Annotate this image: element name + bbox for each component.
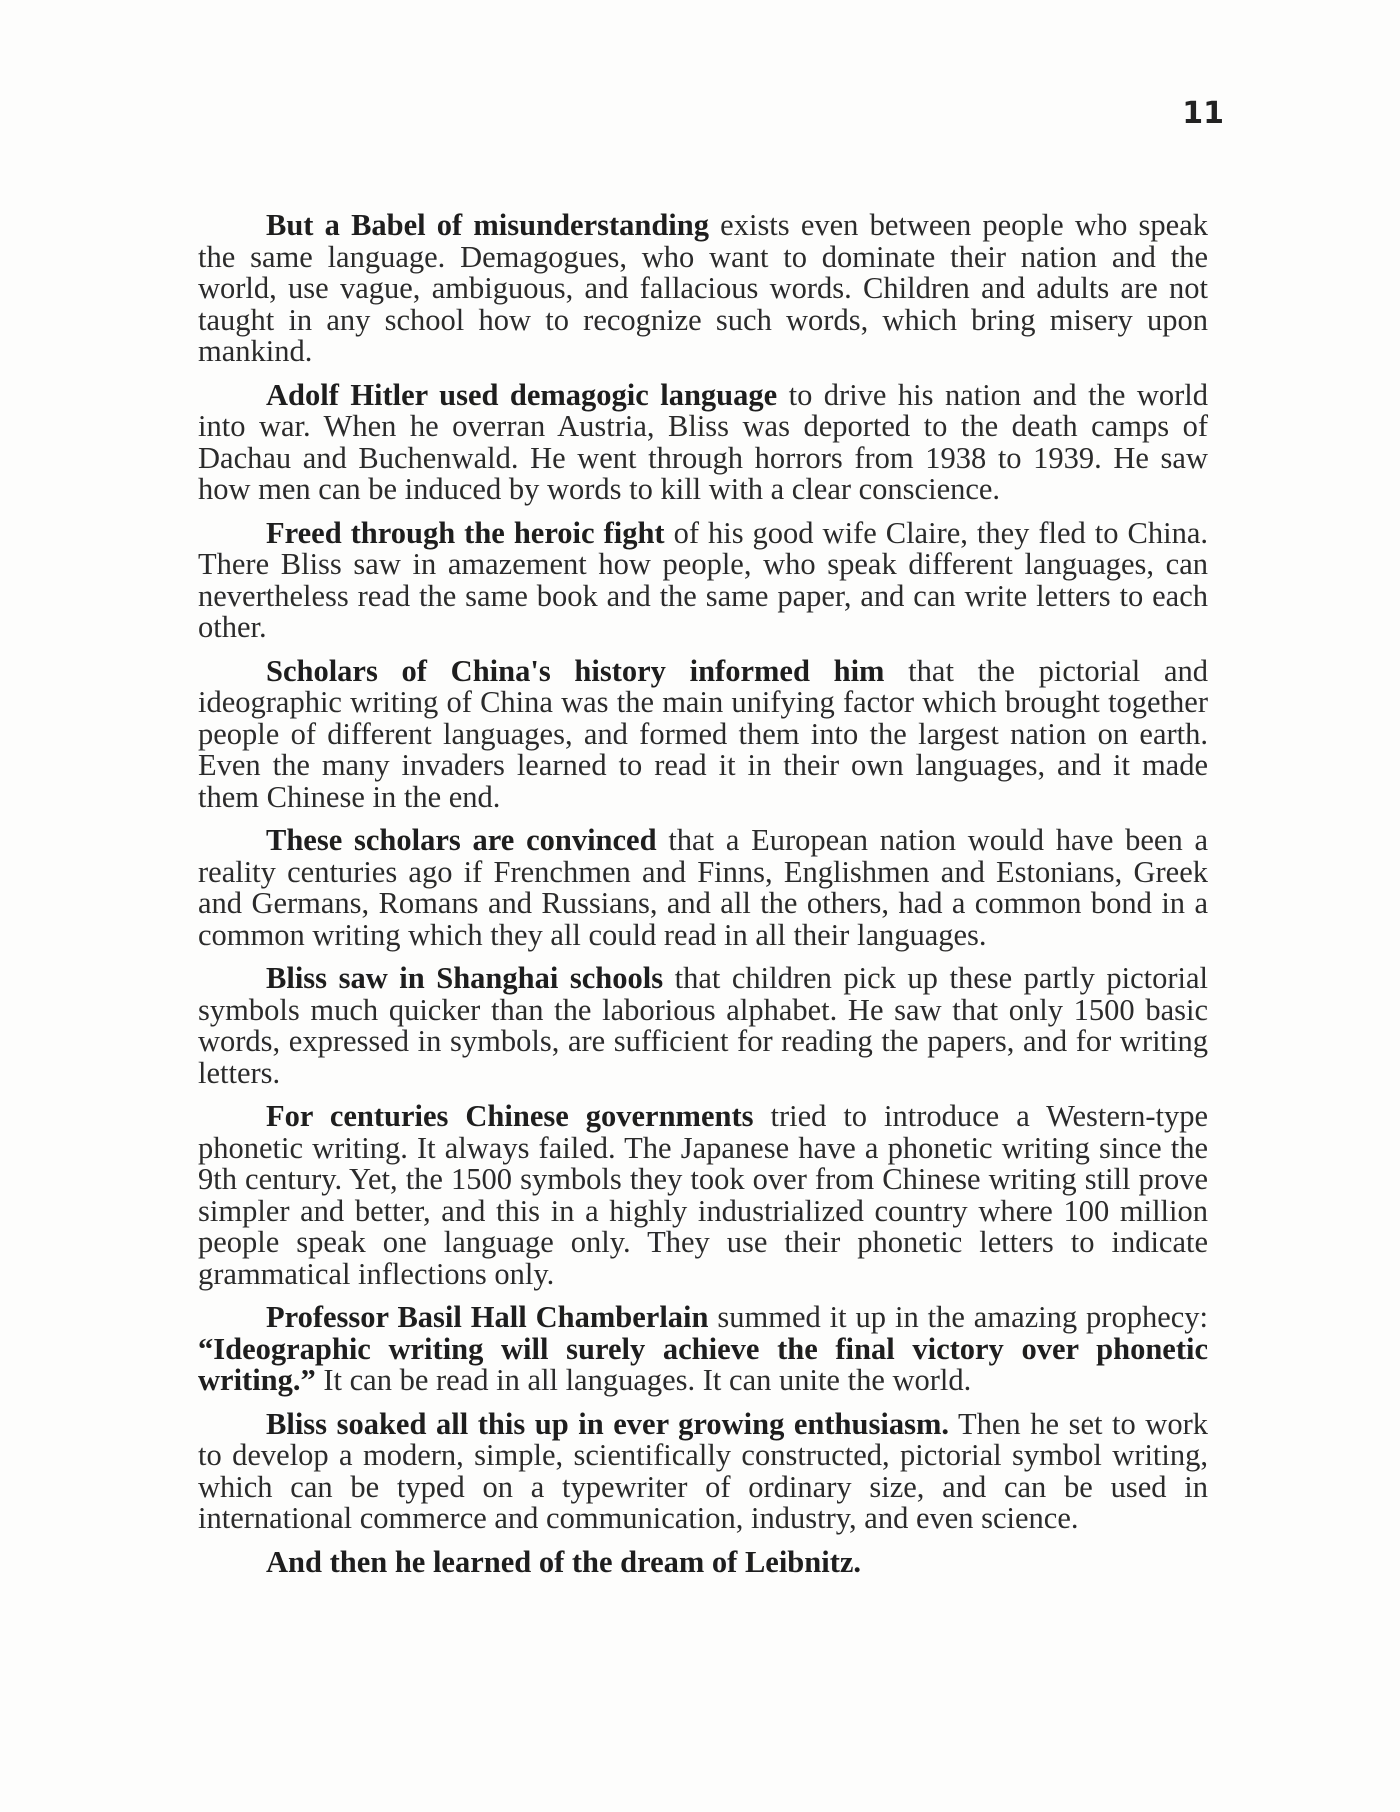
paragraph-convinced — [198, 825, 1208, 951]
paragraph-scholars — [198, 653, 1208, 814]
paragraph-leibnitz — [198, 1544, 1208, 1579]
paragraph-lead: Bliss soaked all this up in ever growing enthusiasm. — [266, 1406, 949, 1441]
paragraph-text: summed it up in the amazing prophecy: — [708, 1300, 1208, 1334]
paragraph-tail: It can be read in all languages. It can unite the world. — [315, 1363, 972, 1397]
paragraph-enthusiasm — [198, 1406, 1208, 1535]
paragraph-text: Then he set to work to develop a modern, simple, scientifically constructed, pictorial symbol writing, which can be typed on a typewriter of ordinary size, and can be used in international commerce and communication, industry, and even science. — [198, 1406, 1208, 1535]
body-text — [198, 210, 1208, 1590]
paragraph-lead: Freed through the heroic fight — [266, 515, 665, 550]
chamberlain-quote: “Ideographic writing will surely achieve the final victory over phonetic writing.” — [198, 1331, 1208, 1397]
paragraph-lead: Bliss saw in Shanghai schools — [266, 961, 664, 995]
paragraph-lead: These scholars are convinced — [266, 823, 657, 857]
paragraph-lead: For centuries Chinese governments — [266, 1099, 754, 1133]
paragraph-babel — [198, 210, 1208, 368]
page-number: 11 — [1182, 96, 1224, 131]
paragraph-text: to drive his nation and the world into war. When he overran Austria, Bliss was deported to the death camps of Dachau and Buchenwald. He went through horrors from 1938 to 1939. He saw how men can be induced by words to kill with a clear conscience. — [198, 377, 1208, 506]
paragraph-lead: Scholars of China's history informed him — [266, 653, 885, 688]
paragraph-text: that children pick up these partly pictorial symbols much quicker than the laborious alphabet. He saw that only 1500 basic words, expressed in symbols, are sufficient for reading the papers, and for writing letters. — [198, 961, 1208, 1090]
paragraph-text: that a European nation would have been a reality centuries ago if Frenchmen and Finns, Englishmen and Estonians, Greek and Germans, Romans and Russians, and all the others, had a common bond in a common writing which they all could read in all their languages. — [198, 823, 1209, 952]
paragraph-lead: Adolf Hitler used demagogic language — [266, 377, 778, 412]
paragraph-text: exists even between people who speak the same language. Demagogues, who want to dominate their nation and the world, use vague, ambiguous, and fallacious words. Children and adults are not taught in any school how to recognize such words, which bring misery upon mankind. — [198, 208, 1208, 368]
paragraph-centuries — [198, 1101, 1208, 1290]
paragraph-text: of his good wife Claire, they fled to China. There Bliss saw in amazement how people, who speak different languages, can nevertheless read the same book and the same paper, and can write letters to each other. — [198, 515, 1208, 644]
paragraph-chamberlain — [198, 1302, 1208, 1397]
paragraph-hitler — [198, 377, 1208, 506]
paragraph-freed — [198, 515, 1208, 644]
paragraph-lead: And then he learned of the dream of Leibnitz. — [266, 1544, 862, 1579]
paragraph-shanghai — [198, 963, 1208, 1089]
paragraph-text: tried to introduce a Western-type phonetic writing. It always failed. The Japanese have a phonetic writing since the 9th century. Yet, the 1500 symbols they took over from Chinese writing still prove simpler and better, and this in a highly industrialized country where 100 million people speak one language only. They use their phonetic letters to indicate grammatical inflections only. — [198, 1099, 1209, 1291]
paragraph-text: that the pictorial and ideographic writing of China was the main unifying factor which brought together people of different languages, and formed them into the largest nation on earth. Even the many invaders learned to read it in their own languages, and it made them Chinese in the end. — [198, 653, 1208, 814]
paragraph-lead: Professor Basil Hall Chamberlain — [266, 1300, 709, 1334]
paragraph-lead: But a Babel of misunderstanding — [266, 208, 709, 242]
